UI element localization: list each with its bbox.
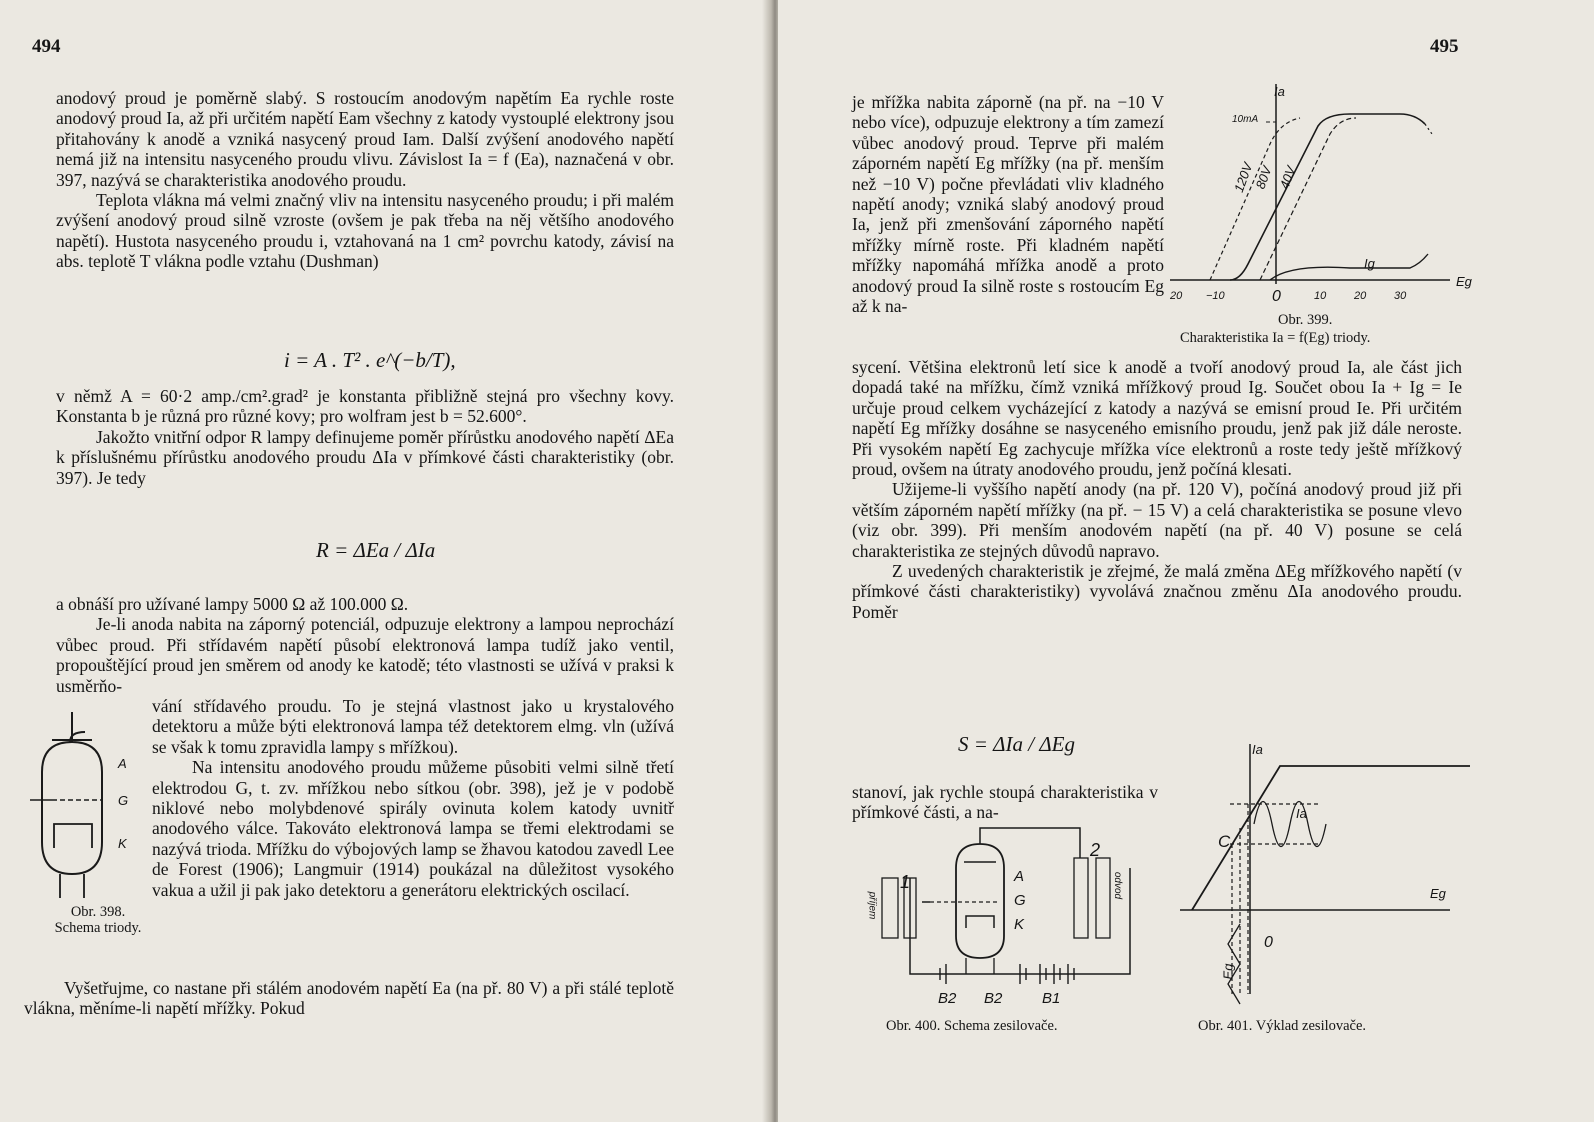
fig400-label-K: K xyxy=(1014,916,1025,933)
left-page xyxy=(0,0,770,1122)
right-page xyxy=(778,0,1594,1122)
paragraph: Teplota vlákna má velmi značný vliv na intensitu nasyceného proudu; i při malém zvýšení anodový proud silně vzroste (ovšem je pak třeba na něj většího anodového napětí). Hustota nasyceného proudu i, vztahovaná na 1 cm² povrchu katody, závisí na abs. teplotě T vlákna podle vztahu (Dushman) xyxy=(56,190,674,272)
fig400-label-output: odvod xyxy=(1112,871,1124,900)
fig399-label-ia-axis: Ia xyxy=(1274,84,1285,99)
triode-characteristic-chart xyxy=(1170,84,1470,304)
paragraph: stanoví, jak rychle stoupá charakteristika v přímkové části, a na- xyxy=(852,782,1158,823)
fig401-caption: Obr. 401. Výklad zesilovače. xyxy=(1198,1018,1367,1034)
fig400-label-2: 2 xyxy=(1090,840,1101,860)
paragraph: sycení. Většina elektronů letí sice k anodě a tvoří anodový proud Ia, ale část jich dopadá také na mřížku, čímž vzniká mřížkový proud Ig. Součet obou Ia + Ig = Ie určuje proud celkem vycházející z katody a nazývá se emisní proud Ie. Při určitém napětí Eg mřížky dosáhne se nasyceného emisního proudu, jenž pak již dále neroste. Při vysokém napětí Eg zachycuje mřížka více elektronů a roste tedy ještě mřížkový proud, ovšem na útraty anodového proudu, jenž počíná klesati. xyxy=(852,357,1462,480)
fig399-tick: −10 xyxy=(1206,290,1225,302)
paragraph: Jakožto vnitřní odpor R lampy definujeme poměr přírůstku anodového napětí ΔEa k příslušnému přírůstku anodového proudu ΔIa v přímkové části charakteristiky (obr. 397). Je tedy xyxy=(56,426,674,488)
paragraph: Na intensitu anodového proudu můžeme působiti velmi silně třetí elektrodou G, t. zv. mřížkou nebo sítkou (obr. 398), jež je v podobě niklové nebo molybdenové spirály ovinuta kolem katody uvnitř anodového válce. Takováto elektronová lampa se třemi elektrodami se nazývá trioda. Mřížku do výbojových lamp se žhavou katodou zavedl Lee de Forest (1906); Langmuir (1914) poukázal na důležitost vysokého vakua a užil ji pak jako detektoru a generátoru elektrických oscilací. xyxy=(152,757,674,900)
fig399-tick: 20 xyxy=(1354,290,1367,302)
dushman-formula: i = A . T² . e^(−b/T), xyxy=(284,348,456,372)
paragraph: v němž A = 60·2 amp./cm².grad² je konstanta přibližně stejná pro všechny kovy. Konstanta b je různá pro různé kovy; pro wolfram jest b = 52.600°. xyxy=(56,386,674,427)
left-block-3 xyxy=(56,594,674,696)
page-number-right: 495 xyxy=(1430,36,1459,57)
fig398-label-G: G xyxy=(118,793,129,808)
fig399-label-120v: 120V xyxy=(1230,160,1256,195)
fig400-label-1: 1 xyxy=(900,872,911,892)
fig399-tick: 10 xyxy=(1314,290,1327,302)
fig400-label-b2: B2 xyxy=(984,990,1003,1007)
paragraph: je mřížka nabita záporně (na př. na −10 V nebo více), odpuzuje elektrony a tím zamezí vůbec anodový proud. Teprve při malém záporném napětí Eg mřížky (na př. menším než −10 V) počne převládati vliv kladného napětí anody; vzniká slabý anodový proud Ia, jenž při zmenšování záporného napětí mřížky mírně roste. Při kladném napětí mřížky napomáhá mřížka anodě a proto anodový proud Ia silně roste s rostoucím Eg až k na- xyxy=(852,92,1164,317)
fig401-label-c: C xyxy=(1218,832,1231,851)
paragraph: a obnáší pro užívané lampy 5000 Ω až 100.000 Ω. xyxy=(56,594,409,614)
fig399-caption-title: Charakteristika Ia = f(Eg) triody. xyxy=(1180,330,1371,346)
fig400-label-b1: B1 xyxy=(1042,990,1061,1007)
fig400-label-G: G xyxy=(1014,892,1026,909)
fig398-label-A: A xyxy=(118,756,127,771)
left-block-5 xyxy=(24,978,674,1019)
left-block-4 xyxy=(152,696,674,900)
right-block-3 xyxy=(852,782,1158,823)
right-block-1 xyxy=(852,92,1164,316)
slope-formula: S = ΔIa / ΔEg xyxy=(958,732,1075,756)
resistance-formula: R = ΔEa / ΔIa xyxy=(316,538,436,562)
paragraph: Z uvedených charakteristik je zřejmé, že malá změna ΔEg mřížkového napětí (v přímkové části charakteristiky) vyvolává značnou změnu ΔIa anodového proudu. Poměr xyxy=(852,561,1462,622)
fig398-caption: Obr. 398. Schema triody. xyxy=(54,904,142,936)
fig400-caption: Obr. 400. Schema zesilovače. xyxy=(886,1018,1058,1034)
right-block-2 xyxy=(852,357,1462,622)
fig401-label-eg-wave: Eg xyxy=(1220,963,1236,980)
fig399-label-ig: Ig xyxy=(1364,256,1375,271)
fig400-label-A: A xyxy=(1014,868,1025,885)
fig400-label-b2: B2 xyxy=(938,990,957,1007)
paragraph: Užijeme-li vyššího napětí anody (na př. 120 V), počíná anodový proud již při větším záporném napětí mřížky (na př. − 15 V) a celá charakteristika se posune vlevo (viz obr. 399). Při menším anodovém napětí (na př. 40 V) posune se celá charakteristika ze stejných důvodů napravo. xyxy=(852,479,1462,561)
paragraph: anodový proud je poměrně slabý. S rostoucím anodovým napětím Ea rychle roste anodový proud Ia, až při určitém napětí Eam všechny z katody vystouplé elektrony jsou přitahovány k anodě a vzniká nasycený proud Iam. Další zvýšení anodového napětí nemá již na intensitu nasyceného proudu vlivu. Závislost Ia = f (Ea), naznačená v obr. 397, nazývá se charakteristika anodového proudu. xyxy=(56,88,674,190)
page-number-left: 494 xyxy=(32,36,61,57)
fig399-tick: 20 xyxy=(1170,290,1183,302)
fig401-label-origin: 0 xyxy=(1264,934,1273,951)
fig398-label-K: K xyxy=(118,836,127,851)
fig399-label-eg: Eg xyxy=(1456,274,1472,289)
fig401-label-eg-axis: Eg xyxy=(1430,886,1446,901)
paragraph: Je-li anoda nabita na záporný potenciál, odpuzuje elektrony a lampou neprochází vůbec proud. Při střídavém napětí působí elektronová lampa tudíž jako ventil, propouštějící proud jen směrem od anody ke katodě; této vlastnosti se užívá v praksi k usměrňo- xyxy=(56,614,674,696)
paragraph: vání střídavého proudu. To je stejná vlastnost jako u krystalového detektoru a může býti elektronová lampa též detektorem elmg. vln (užívá se však k tomu zpravidla lampy s mřížkou). xyxy=(152,696,674,757)
fig399-caption-number: Obr. 399. xyxy=(1278,312,1333,328)
fig399-label-80v: 80V xyxy=(1252,164,1275,191)
left-block-1 xyxy=(56,88,674,272)
fig399-tick: 30 xyxy=(1394,290,1407,302)
left-block-2 xyxy=(56,386,674,488)
fig399-label-10ma: 10mA xyxy=(1232,114,1259,125)
paragraph: Vyšetřujme, co nastane při stálém anodovém napětí Ea (na př. 80 V) a při stálé teplotě vlákna, měníme-li napětí mřížky. Pokud xyxy=(24,978,674,1019)
fig401-label-ia-wave: Ia xyxy=(1296,806,1307,821)
fig401-label-ia-axis: Ia xyxy=(1252,742,1263,757)
fig399-tick: 0 xyxy=(1272,288,1281,305)
fig399-label-40v: 40V xyxy=(1276,164,1299,191)
fig400-label-input: příjem xyxy=(866,891,878,920)
